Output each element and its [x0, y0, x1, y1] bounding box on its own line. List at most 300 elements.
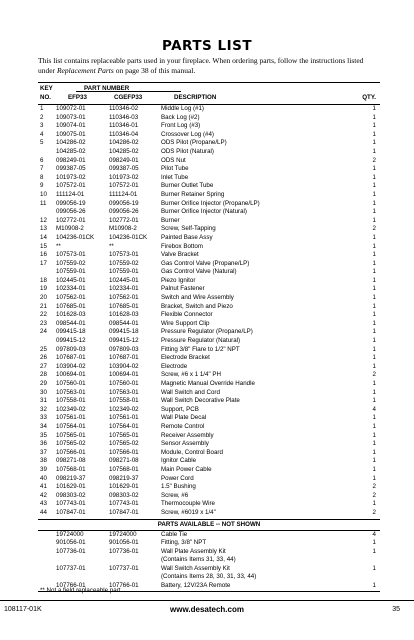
efp-part-cell: 107847-01	[56, 508, 86, 516]
key-cell: 23	[40, 319, 47, 327]
cgefp-part-cell: 107561-01	[109, 414, 139, 422]
qty-cell: 1	[372, 362, 376, 370]
efp-part-cell: 111124-01	[56, 190, 85, 198]
qty-cell: 1	[372, 199, 376, 207]
key-cell: 38	[40, 457, 47, 465]
key-cell: 11	[40, 199, 47, 207]
qty-cell: 1	[372, 397, 376, 405]
table-row	[38, 500, 380, 509]
qty-cell: 1	[372, 354, 376, 362]
description-cell: Middle Log (#1)	[161, 105, 204, 112]
cgefp-part-cell: 107565-01	[109, 431, 139, 439]
qty-cell: 1	[372, 122, 376, 130]
table-row	[38, 346, 380, 355]
qty-cell: 1	[372, 564, 376, 572]
efp-part-cell: 103904-02	[56, 362, 86, 370]
cgefp-part-cell: 901056-01	[109, 539, 139, 547]
key-cell: 29	[40, 380, 47, 387]
description-cell: Screw, #6019 x 1/4"	[161, 508, 216, 516]
table-row	[38, 556, 380, 565]
cgefp-part-cell: 107562-01	[109, 294, 139, 302]
table-row	[38, 182, 380, 191]
description-cell: Fitting 3/8" Flare to 1/2" NPT	[161, 345, 240, 353]
efp-part-cell: 107736-01	[56, 547, 86, 555]
table-row	[38, 148, 380, 157]
efp-part-cell: 107572-01	[56, 182, 86, 190]
key-cell: 12	[40, 216, 47, 224]
key-cell: 9	[40, 182, 44, 190]
efp-part-cell: 107565-02	[56, 440, 86, 448]
qty-cell: 2	[372, 483, 376, 491]
key-cell: 31	[40, 397, 47, 405]
efp-part-cell: 107561-01	[56, 414, 86, 422]
cgefp-part-cell: 107685-01	[109, 302, 139, 310]
efp-part-cell: 107566-01	[56, 448, 86, 456]
table-row	[38, 565, 380, 574]
efp-part-cell: 102349-02	[56, 405, 86, 413]
key-cell: 10	[40, 190, 47, 198]
qty-cell: 1	[372, 147, 376, 155]
table-row	[38, 363, 380, 372]
table-row	[38, 122, 380, 131]
cgefp-part-cell: 111124-01	[109, 190, 138, 198]
table-row	[38, 174, 380, 183]
key-cell: 37	[40, 448, 47, 456]
cgefp-part-cell: 19724000	[109, 530, 137, 538]
key-cell: 26	[40, 354, 47, 362]
cgefp-part-cell: 101628-03	[109, 311, 139, 319]
description-cell: (Contains Items 28, 30, 31, 33, 44)	[161, 573, 257, 581]
header-part-number: PART NUMBER	[84, 85, 130, 92]
qty-cell: 1	[372, 422, 376, 430]
table-row	[38, 294, 380, 303]
cgefp-part-cell: 107736-01	[109, 547, 139, 555]
table-row	[38, 406, 380, 415]
website-link[interactable]: www.desatech.com	[170, 605, 244, 614]
key-cell: 41	[40, 483, 47, 491]
intro-emphasis: Replacement Parts	[56, 66, 114, 75]
description-cell: Valve Bracket	[161, 251, 199, 259]
key-cell: 14	[40, 233, 47, 241]
description-cell: Bracket, Switch and Piezo	[161, 302, 233, 310]
description-cell: Switch and Wire Assembly	[161, 294, 234, 302]
efp-part-cell: 107573-01	[56, 251, 86, 259]
cgefp-part-cell: 098303-02	[109, 491, 139, 499]
description-cell: Wall Plate Decal	[161, 414, 207, 422]
efp-part-cell: 107737-01	[56, 564, 86, 572]
cgefp-part-cell: 102349-02	[109, 405, 139, 413]
intro-text-before: This list contains replaceable parts used in your fireplace. When ordering parts, follow the instructions listed under	[38, 56, 364, 75]
header-key: KEY	[40, 85, 53, 92]
key-cell: 15	[40, 242, 47, 250]
description-cell: Gas Control Valve (Natural)	[161, 268, 237, 276]
cgefp-part-cell: 099415-12	[109, 337, 139, 345]
cgefp-part-cell: 107565-02	[109, 440, 139, 448]
qty-cell: 2	[372, 508, 376, 516]
intro-paragraph	[38, 56, 380, 76]
efp-part-cell: 107562-01	[56, 294, 86, 302]
qty-cell: 1	[372, 190, 376, 198]
qty-cell: 1	[372, 165, 376, 173]
description-cell: Screw, Self-Tapping	[161, 225, 216, 233]
key-cell: 36	[40, 440, 47, 448]
qty-cell: 1	[372, 173, 376, 181]
qty-cell: 2	[372, 225, 376, 233]
description-cell: Main Power Cable	[161, 465, 212, 473]
table-row	[38, 320, 380, 329]
table-row	[38, 466, 380, 475]
cgefp-part-cell: 107564-01	[109, 422, 139, 430]
cgefp-part-cell: 107559-02	[109, 259, 139, 267]
efp-part-cell: 107687-01	[56, 354, 86, 362]
efp-part-cell: 097809-03	[56, 345, 86, 353]
cgefp-part-cell: 107566-01	[109, 448, 139, 456]
table-row	[38, 131, 380, 140]
cgefp-part-cell: 107568-01	[109, 465, 139, 473]
description-cell: Inlet Tube	[161, 173, 189, 181]
key-cell: 2	[40, 113, 44, 121]
table-row	[38, 539, 380, 548]
table-row	[38, 225, 380, 234]
cgefp-part-cell: 099387-05	[109, 165, 139, 173]
cgefp-part-cell: 101629-01	[109, 483, 139, 491]
table-row	[38, 573, 380, 582]
efp-part-cell: 107766-01	[56, 582, 86, 590]
efp-part-cell: 098544-01	[56, 319, 86, 327]
description-cell: Thermocouple Wire	[161, 500, 215, 508]
description-cell: Burner	[161, 216, 180, 224]
page-number: 35	[392, 606, 400, 613]
description-cell: Wire Support Clip	[161, 319, 210, 327]
cgefp-part-cell: 107559-01	[109, 268, 139, 276]
cgefp-part-cell: 104236-01CK	[109, 233, 148, 241]
description-cell: Electrode Bracket	[161, 354, 210, 362]
qty-cell: 2	[372, 491, 376, 499]
cgefp-part-cell: 107563-01	[109, 388, 139, 396]
efp-part-cell: 104285-02	[56, 147, 86, 155]
description-cell: Ignitor Cable	[161, 457, 197, 465]
key-cell: 39	[40, 465, 47, 473]
table-row	[38, 114, 380, 123]
description-cell: Burner Retainer Spring	[161, 190, 225, 198]
qty-cell: 1	[372, 457, 376, 465]
qty-cell: 1	[372, 259, 376, 267]
cgefp-part-cell: 107847-01	[109, 508, 139, 516]
description-cell: Cable Tie	[161, 530, 188, 538]
table-row	[38, 397, 380, 406]
description-cell: Electrode	[161, 362, 188, 370]
key-cell: 21	[40, 302, 47, 310]
qty-cell: 1	[372, 319, 376, 327]
table-row	[38, 165, 380, 174]
cgefp-part-cell: 110346-02	[109, 105, 139, 112]
efp-part-cell: 109075-01	[56, 130, 86, 138]
key-cell: 19	[40, 285, 47, 293]
description-cell: Piezo Ignitor	[161, 276, 196, 284]
description-cell: Module, Control Board	[161, 448, 223, 456]
qty-cell: 1	[372, 539, 376, 547]
efp-part-cell: 107564-01	[56, 422, 86, 430]
cgefp-part-cell: 107687-01	[109, 354, 139, 362]
efp-part-cell: 098271-08	[56, 457, 86, 465]
qty-cell: 1	[372, 242, 376, 250]
cgefp-part-cell: 107743-01	[109, 500, 139, 508]
description-cell: Battery, 12V/23A Remote	[161, 582, 231, 590]
qty-cell: 1	[372, 474, 376, 482]
table-row	[38, 423, 380, 432]
key-cell: 42	[40, 491, 47, 499]
efp-part-cell: 099056-19	[56, 199, 86, 207]
description-cell: Painted Base Assy	[161, 233, 213, 241]
key-cell: 4	[40, 130, 44, 138]
table-row	[38, 208, 380, 217]
efp-part-cell: 109073-01	[56, 113, 86, 121]
qty-cell: 1	[372, 380, 376, 387]
key-cell: 6	[40, 156, 44, 164]
efp-part-cell: 107743-01	[56, 500, 86, 508]
description-cell: Receiver Assembly	[161, 431, 214, 439]
page-title: PARTS LIST	[161, 38, 253, 54]
description-cell: Pressure Regulator (Propane/LP)	[161, 328, 253, 336]
table-row	[38, 509, 380, 518]
table-row	[38, 449, 380, 458]
header-description: DESCRIPTION	[174, 94, 217, 101]
table-row	[38, 191, 380, 200]
cgefp-part-cell: 102445-01	[109, 276, 139, 284]
efp-part-cell: 102334-01	[56, 285, 86, 293]
table-row	[38, 475, 380, 484]
table-row	[38, 243, 380, 252]
qty-cell: 1	[372, 285, 376, 293]
table-row	[38, 268, 380, 277]
efp-part-cell: 101628-03	[56, 311, 86, 319]
key-cell: 7	[40, 165, 44, 173]
cgefp-part-cell: 107560-01	[109, 380, 139, 387]
key-cell: 22	[40, 311, 47, 319]
table-row	[38, 234, 380, 243]
key-cell: 35	[40, 431, 47, 439]
efp-part-cell: M10908-2	[56, 225, 84, 233]
description-cell: Flexible Connector	[161, 311, 213, 319]
header-qty: QTY.	[362, 94, 376, 101]
table-row	[38, 380, 380, 389]
description-cell: Wall Switch and Cord	[161, 388, 220, 396]
table-row	[38, 414, 380, 423]
efp-part-cell: 099415-18	[56, 328, 86, 336]
qty-cell: 1	[372, 337, 376, 345]
description-cell: Burner Outlet Tube	[161, 182, 214, 190]
cgefp-part-cell: 098544-01	[109, 319, 139, 327]
description-cell: Pressure Regulator (Natural)	[161, 337, 241, 345]
qty-cell: 1	[372, 208, 376, 216]
qty-cell: 1	[372, 268, 376, 276]
table-row	[38, 548, 380, 557]
table-row	[38, 354, 380, 363]
description-cell: Screw, #6 x 1 1/4" PH	[161, 371, 221, 379]
description-cell: Palnut Fastener	[161, 285, 205, 293]
qty-cell: 1	[372, 233, 376, 241]
header-cgefp: CGEFP33	[114, 94, 143, 101]
cgefp-part-cell: 099056-26	[109, 208, 139, 216]
efp-part-cell: 107563-01	[56, 388, 86, 396]
cgefp-part-cell: 110346-01	[109, 122, 139, 130]
cgefp-part-cell: 097809-03	[109, 345, 139, 353]
table-row	[38, 303, 380, 312]
cgefp-part-cell: 099056-19	[109, 199, 139, 207]
key-cell: 44	[40, 508, 47, 516]
key-cell: 30	[40, 388, 47, 396]
cgefp-part-cell: 110346-04	[109, 130, 139, 138]
qty-cell: 1	[372, 465, 376, 473]
efp-part-cell: 101973-02	[56, 173, 86, 181]
qty-cell: 2	[372, 371, 376, 379]
description-cell: 1.5" Bushing	[161, 483, 196, 491]
efp-part-cell: 107558-01	[56, 397, 86, 405]
efp-part-cell: 109074-01	[56, 122, 86, 130]
key-cell: 13	[40, 225, 47, 233]
cgefp-part-cell: 100694-01	[109, 371, 139, 379]
qty-cell: 1	[372, 311, 376, 319]
cgefp-part-cell: 101973-02	[109, 173, 139, 181]
qty-cell: 4	[372, 530, 376, 538]
key-cell: 25	[40, 345, 47, 353]
key-cell: 17	[40, 259, 47, 267]
description-cell: ODS Pilot (Propane/LP)	[161, 139, 227, 147]
table-row	[38, 311, 380, 320]
cgefp-part-cell: 107573-01	[109, 251, 139, 259]
qty-cell: 1	[372, 440, 376, 448]
description-cell: Front Log (#3)	[161, 122, 201, 130]
qty-cell: 1	[372, 582, 376, 590]
key-cell: 18	[40, 276, 47, 284]
efp-part-cell: 107565-01	[56, 431, 86, 439]
qty-cell: 1	[372, 328, 376, 336]
qty-cell: 1	[372, 276, 376, 284]
cgefp-part-cell: 107572-01	[109, 182, 139, 190]
cgefp-part-cell: 098271-08	[109, 457, 139, 465]
qty-cell: 1	[372, 139, 376, 147]
description-cell: Wall Plate Assembly Kit	[161, 547, 226, 555]
key-cell: 5	[40, 139, 44, 147]
key-cell: 16	[40, 251, 47, 259]
qty-cell: 1	[372, 448, 376, 456]
table-row	[38, 531, 380, 540]
key-cell: 32	[40, 405, 47, 413]
qty-cell: 1	[372, 414, 376, 422]
cgefp-part-cell: **	[109, 242, 114, 250]
cgefp-part-cell: 107737-01	[109, 564, 139, 572]
qty-cell: 1	[372, 294, 376, 302]
description-cell: Pilot Tube	[161, 165, 189, 173]
parts-rows	[38, 105, 380, 518]
doc-number: 108117-01K	[4, 606, 42, 613]
footnote: ** Not a field replaceable part.	[40, 587, 123, 594]
key-cell: 27	[40, 362, 47, 370]
table-row	[38, 440, 380, 449]
cgefp-part-cell: 102334-01	[109, 285, 139, 293]
efp-part-cell: 099056-26	[56, 208, 86, 216]
key-cell: 8	[40, 173, 44, 181]
key-cell: 40	[40, 474, 47, 482]
efp-part-cell: 109072-01	[56, 105, 86, 112]
section-title: PARTS AVAILABLE -- NOT SHOWN	[38, 519, 380, 531]
description-cell: Burner Orifice Injector (Natural)	[161, 208, 247, 216]
key-cell: 33	[40, 414, 47, 422]
part-number-rule	[76, 91, 181, 92]
description-cell: Wall Switch Decorative Plate	[161, 397, 240, 405]
table-row	[38, 371, 380, 380]
efp-part-cell: 098219-37	[56, 474, 86, 482]
header-no: NO.	[40, 94, 52, 101]
qty-cell: 1	[372, 388, 376, 396]
cgefp-part-cell: 102772-01	[109, 216, 139, 224]
efp-part-cell: 19724000	[56, 530, 84, 538]
cgefp-part-cell: 110346-03	[109, 113, 139, 121]
efp-part-cell: 099387-05	[56, 165, 86, 173]
efp-part-cell: 100694-01	[56, 371, 86, 379]
qty-cell: 1	[372, 302, 376, 310]
cgefp-part-cell: 107766-01	[109, 582, 139, 590]
efp-part-cell: 098303-02	[56, 491, 86, 499]
efp-part-cell: 107559-02	[56, 259, 86, 267]
qty-cell: 1	[372, 500, 376, 508]
efp-part-cell: 104286-02	[56, 139, 86, 147]
cgefp-part-cell: 099415-18	[109, 328, 139, 336]
qty-cell: 1	[372, 216, 376, 224]
description-cell: Fitting, 3/8" NPT	[161, 539, 207, 547]
table-row	[38, 251, 380, 260]
intro-text-after: on page 38 of this manual.	[113, 66, 196, 75]
table-row	[38, 457, 380, 466]
description-cell: Wall Switch Assembly Kit	[161, 564, 230, 572]
table-row	[38, 285, 380, 294]
qty-cell: 2	[372, 156, 376, 164]
extra-parts-rows	[38, 531, 380, 591]
efp-part-cell: **	[56, 242, 61, 250]
table-row	[38, 432, 380, 441]
table-row	[38, 217, 380, 226]
description-cell: Burner Orifice Injector (Propane/LP)	[161, 199, 260, 207]
qty-cell: 1	[372, 113, 376, 121]
table-row	[38, 139, 380, 148]
qty-cell: 1	[372, 345, 376, 353]
cgefp-part-cell: M10908-2	[109, 225, 137, 233]
description-cell: Crossover Log (#4)	[161, 130, 214, 138]
description-cell: Magnetic Manual Override Handle	[161, 380, 255, 387]
cgefp-part-cell: 107558-01	[109, 397, 139, 405]
table-row	[38, 389, 380, 398]
description-cell: Gas Control Valve (Propane/LP)	[161, 259, 250, 267]
key-cell: 43	[40, 500, 47, 508]
qty-cell: 4	[372, 405, 376, 413]
key-cell: 34	[40, 422, 47, 430]
efp-part-cell: 098249-01	[56, 156, 86, 164]
description-cell: Screw, #6	[161, 491, 189, 499]
description-cell: Firebox Bottom	[161, 242, 203, 250]
efp-part-cell: 101629-01	[56, 483, 86, 491]
key-cell: 3	[40, 122, 44, 130]
qty-cell: 1	[372, 431, 376, 439]
table-row	[38, 260, 380, 269]
cgefp-part-cell: 098249-01	[109, 156, 139, 164]
cgefp-part-cell: 103904-02	[109, 362, 139, 370]
table-row	[38, 492, 380, 501]
qty-cell: 1	[372, 182, 376, 190]
efp-part-cell: 901056-01	[56, 539, 86, 547]
table-row	[38, 277, 380, 286]
description-cell: (Contains Items 31, 33, 44)	[161, 556, 236, 564]
table-row	[38, 157, 380, 166]
